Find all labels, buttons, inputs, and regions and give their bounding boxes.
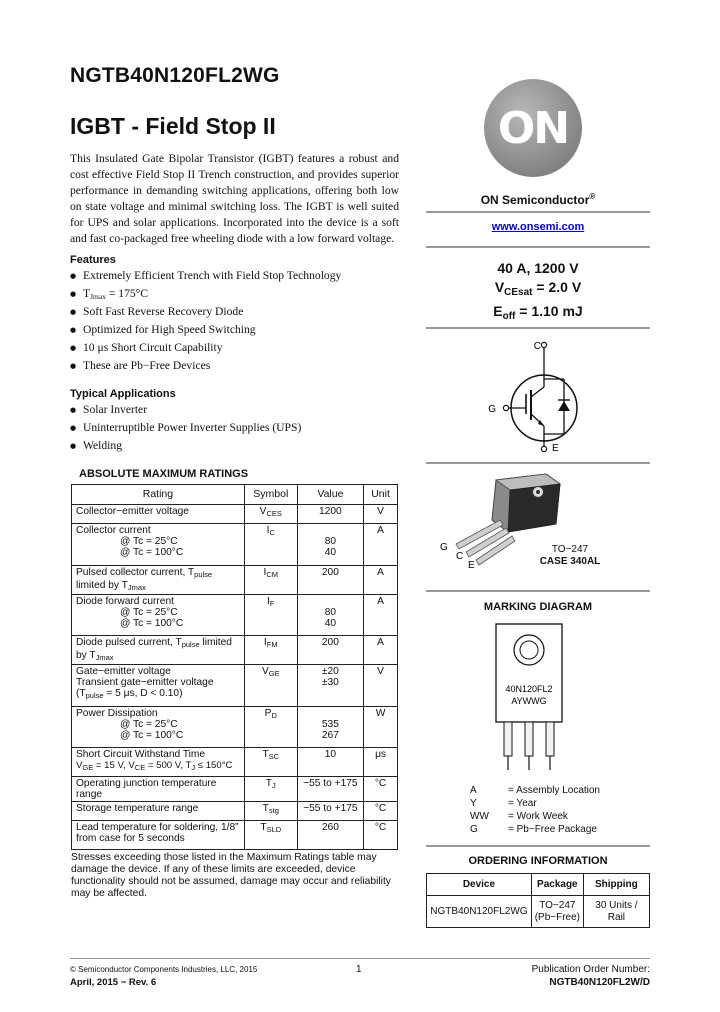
legend-desc: = Year [508, 798, 537, 809]
rating-sub: pulse [194, 570, 213, 579]
brand-text: ON Semiconductor [480, 193, 590, 207]
rating-text: Power Dissipation [76, 708, 158, 719]
divider [426, 246, 650, 248]
value-cell [297, 595, 363, 636]
rating-cell [72, 524, 245, 566]
features-heading: Features [70, 254, 116, 266]
logo-text: ON [497, 102, 569, 154]
rating-cell [72, 595, 245, 636]
value-text: 80 [324, 536, 337, 547]
symbol-text: V [261, 666, 269, 677]
value-cell [297, 665, 363, 707]
symbol-text: I [263, 637, 267, 648]
rating-text: ≤ 150°C [195, 760, 233, 771]
package-pin-g-label: G [440, 542, 448, 553]
table-row [72, 821, 398, 850]
unit-cell: A [364, 524, 398, 566]
rating-text: Gate−emitter voltage [76, 666, 171, 677]
symbol-text: I [266, 525, 270, 536]
rating-text: limited by T [76, 580, 128, 591]
value-cell: 200 [297, 636, 363, 665]
symbol-cell [244, 524, 297, 566]
value-text: 40 [324, 547, 337, 558]
gate-label: G [488, 404, 496, 415]
rating-text: Collector current [76, 525, 151, 536]
legend-desc: = Work Week [508, 811, 568, 822]
legend-desc: = Pb−Free Package [508, 824, 597, 835]
legend-desc: = Assembly Location [508, 785, 600, 796]
value-cell [297, 707, 363, 748]
rating-sub: Jmax [95, 653, 114, 662]
rating-cell: Operating junction temperature range [72, 777, 245, 802]
symbol-sub: D [271, 711, 277, 720]
feature-item: ● 10 μs Short Circuit Capability [70, 339, 341, 357]
value-text: 40 [324, 618, 337, 629]
package-pin-e-label: E [468, 560, 475, 571]
rating-condition: @ Tc = 100°C [120, 618, 184, 629]
absolute-maximum-ratings-table [71, 484, 398, 850]
stress-note: Stresses exceeding those listed in the Maximum Ratings table may damage the device. If any of these limits are exceeded, device functionality should not be assumed, damage may occur and reliability may be affected. [71, 852, 391, 899]
unit-cell: A [364, 636, 398, 665]
symbol-cell [244, 802, 297, 821]
website-link[interactable]: www.onsemi.com [491, 221, 585, 233]
rating-cell [72, 665, 245, 707]
symbol-sub: stg [268, 806, 279, 815]
legend-code: G [470, 824, 478, 835]
symbol-cell [244, 707, 297, 748]
package-cell [531, 896, 583, 928]
value-cell: 260 [297, 821, 363, 850]
application-item: ● Solar Inverter [70, 401, 301, 419]
symbol-sub: SC [268, 752, 280, 761]
symbol-text: I [263, 567, 267, 578]
symbol-text: T [265, 778, 273, 789]
application-item: ● Uninterruptible Power Inverter Supplies (UPS) [70, 419, 301, 437]
rating-text: V [76, 760, 83, 771]
symbol-cell [244, 566, 297, 595]
header-rating: Rating [72, 485, 245, 505]
table-row [72, 707, 398, 748]
spec-current-voltage: 40 A, 1200 V [497, 260, 579, 276]
unit-cell: μs [364, 748, 398, 777]
rating-cell: Storage temperature range [72, 802, 245, 821]
header-symbol: Symbol [244, 485, 297, 505]
feature-tjmax-subscript: Jmax [90, 292, 106, 301]
rating-text: Diode pulsed current, T [76, 637, 182, 648]
footer-divider [70, 958, 650, 959]
rating-text: by T [76, 650, 96, 661]
features-list [70, 267, 341, 375]
rating-sub: CE [134, 763, 146, 772]
header-unit: Unit [364, 485, 398, 505]
table-row [72, 524, 398, 566]
rating-text: limited [199, 637, 232, 648]
rating-condition: @ Tc = 100°C [120, 547, 184, 558]
feature-tjmax-symbol: T [83, 287, 91, 300]
rating-text: = 500 V, T [145, 760, 192, 771]
applications-list [70, 401, 301, 455]
rating-text: = 5 μs, D < 0.10) [103, 688, 183, 699]
symbol-cell [244, 595, 297, 636]
symbol-cell [244, 777, 297, 802]
unit-cell: °C [364, 821, 398, 850]
value-text: 535 [321, 719, 339, 730]
marking-legend-codes [470, 784, 489, 836]
symbol-sub: F [269, 599, 275, 608]
rating-text: Transient gate−emitter voltage [76, 677, 214, 688]
symbol-cell [244, 821, 297, 850]
rating-cell: Collector−emitter voltage [72, 505, 245, 524]
unit-cell: A [364, 595, 398, 636]
collector-label: C [533, 341, 541, 352]
marking-line-2: AYWWG [511, 696, 547, 706]
ordering-info-title: ORDERING INFORMATION [468, 855, 608, 867]
value-cell: 10 [297, 748, 363, 777]
symbol-text: T [260, 822, 267, 833]
publication-label: Publication Order Number: [531, 964, 650, 975]
value-cell: 1200 [297, 505, 363, 524]
rating-text: Lead temperature for soldering, 1/8” [76, 822, 239, 833]
table-row [72, 566, 398, 595]
key-specs [426, 259, 650, 326]
value-cell [297, 524, 363, 566]
spec-vcesat [426, 278, 650, 302]
page-number: 1 [356, 964, 362, 975]
rating-sub: pulse [85, 691, 104, 700]
feature-item: ● Extremely Efficient Trench with Field Stop Technology [70, 267, 341, 285]
rating-sub: Jmax [127, 583, 146, 592]
divider [426, 590, 650, 592]
package-type: TO−247 [551, 544, 589, 555]
brand-name [426, 192, 650, 207]
divider [426, 845, 650, 847]
value-cell: −55 to +175 [297, 802, 363, 821]
unit-cell: W [364, 707, 398, 748]
symbol-cell [244, 505, 297, 524]
rating-condition: @ Tc = 25°C [120, 607, 178, 618]
date-revision: April, 2015 − Rev. 6 [70, 977, 157, 988]
application-item: ● Welding [70, 437, 301, 455]
ordering-row [427, 896, 650, 928]
spec-value: = 1.10 mJ [515, 303, 583, 319]
value-text: ±20 [321, 666, 339, 677]
rating-sub: GE [82, 763, 94, 772]
header-shipping: Shipping [583, 874, 649, 896]
legend-code: A [470, 785, 477, 796]
value-cell: −55 to +175 [297, 777, 363, 802]
package-text: (Pb−Free) [534, 911, 580, 923]
symbol-sub: CM [266, 570, 279, 579]
rating-cell [72, 748, 245, 777]
rating-condition: @ Tc = 25°C [120, 536, 178, 547]
package-case: CASE 340AL [539, 556, 601, 567]
part-number-title: NGTB40N120FL2WG [70, 64, 280, 87]
applications-heading: Typical Applications [70, 388, 176, 400]
spec-sub: CEsat [504, 287, 533, 298]
series-title: IGBT - Field Stop II [70, 113, 276, 139]
feature-item: ● These are Pb−Free Devices [70, 357, 341, 375]
table-row [72, 748, 398, 777]
igbt-schematic-symbol [484, 334, 594, 454]
rating-sub: pulse [181, 640, 200, 649]
unit-cell: V [364, 505, 398, 524]
symbol-sub: GE [268, 669, 280, 678]
rating-sub: J [191, 763, 196, 772]
spec-sub: off [502, 311, 516, 322]
spec-symbol: E [493, 303, 503, 319]
package-name [510, 544, 630, 568]
header-package: Package [531, 874, 583, 896]
rating-text: from case for 5 seconds [76, 833, 185, 844]
rating-text: (T [76, 688, 86, 699]
spec-eoff [426, 302, 650, 326]
registered-mark: ® [589, 192, 596, 201]
table-row [72, 665, 398, 707]
diode-symbol [558, 401, 570, 411]
shipping-cell: 30 Units / Rail [583, 896, 649, 928]
marking-legend-descriptions [508, 784, 600, 836]
feature-tjmax-value: = 175°C [105, 287, 149, 300]
rating-condition: @ Tc = 100°C [120, 730, 184, 741]
rating-text: Short Circuit Withstand Time [76, 749, 206, 760]
feature-item: ● Optimized for High Speed Switching [70, 321, 341, 339]
rating-cell [72, 566, 245, 595]
unit-cell: °C [364, 777, 398, 802]
ordering-header-row [427, 874, 650, 896]
symbol-sub: J [272, 781, 276, 790]
value-text: 267 [321, 730, 339, 741]
table-row [72, 505, 398, 524]
divider [426, 327, 650, 329]
symbol-sub: FM [266, 640, 278, 649]
symbol-text: T [262, 803, 269, 814]
value-cell: 200 [297, 566, 363, 595]
rating-cell [72, 707, 245, 748]
symbol-cell [244, 665, 297, 707]
package-pin-c-label: C [456, 551, 464, 562]
header-device: Device [427, 874, 532, 896]
rating-text: = 15 V, V [93, 760, 135, 771]
amr-table-title: ABSOLUTE MAXIMUM RATINGS [79, 468, 249, 480]
package-text: TO−247 [539, 899, 576, 911]
rating-condition: @ Tc = 25°C [120, 719, 178, 730]
unit-cell: V [364, 665, 398, 707]
ordering-table [426, 873, 650, 928]
legend-code: Y [470, 798, 477, 809]
on-semiconductor-logo [484, 79, 582, 177]
rating-cell [72, 636, 245, 665]
device-cell: NGTB40N120FL2WG [427, 896, 532, 928]
spec-symbol: V [494, 279, 505, 295]
symbol-text: T [262, 749, 269, 760]
emitter-label: E [552, 443, 559, 454]
marking-diagram-image [490, 620, 570, 775]
table-row [72, 636, 398, 665]
divider [426, 462, 650, 464]
publication-number: NGTB40N120FL2W/D [549, 977, 650, 988]
copyright-text: © Semiconductor Components Industries, LLC, 2015 [70, 965, 258, 974]
symbol-cell [244, 748, 297, 777]
header-value: Value [297, 485, 363, 505]
symbol-sub: C [269, 528, 275, 537]
symbol-sub: SLD [266, 825, 282, 834]
symbol-sub: CES [266, 509, 282, 518]
product-description: This Insulated Gate Bipolar Transistor (IGBT) features a robust and cost effective Field Stop II Trench construction, and provides superior performance in demanding switching applications, offering both low on state voltage and minimal switching loss. The IGBT is well suited for UPS and solar applications. Incorporated into the device is a soft and fast co-packaged free wheeling diode with a low forward voltage. [70, 152, 399, 245]
feature-item-tjmax [70, 285, 341, 303]
symbol-text: V [259, 506, 267, 517]
table-row [72, 595, 398, 636]
table-row [72, 802, 398, 821]
table-row [72, 777, 398, 802]
unit-cell: A [364, 566, 398, 595]
rating-text: Diode forward current [76, 596, 174, 607]
symbol-text: P [264, 708, 272, 719]
divider [426, 211, 650, 213]
table-header-row [72, 485, 398, 505]
spec-value: = 2.0 V [532, 279, 582, 295]
symbol-text: I [267, 596, 270, 607]
symbol-cell [244, 636, 297, 665]
rating-cell [72, 821, 245, 850]
legend-code: WW [470, 811, 489, 822]
marking-line-1: 40N120FL2 [505, 684, 553, 694]
value-text: ±30 [321, 677, 339, 688]
rating-text: Pulsed collector current, T [76, 567, 195, 578]
feature-item: ● Soft Fast Reverse Recovery Diode [70, 303, 341, 321]
value-text: 80 [324, 607, 337, 618]
unit-cell: °C [364, 802, 398, 821]
marking-diagram-title: MARKING DIAGRAM [483, 601, 593, 613]
